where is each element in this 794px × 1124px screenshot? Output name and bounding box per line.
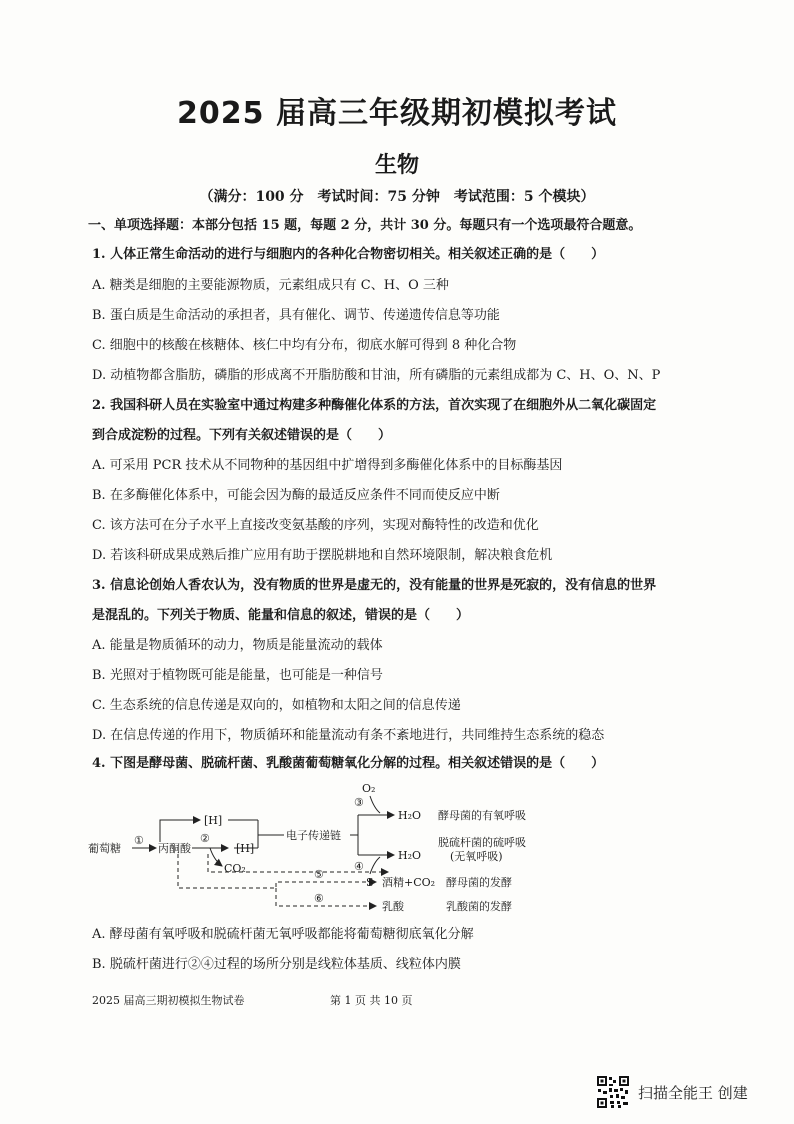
footer-title: 2025 届高三期初模拟生物试卷 — [92, 994, 245, 1007]
step-4-label: ④ — [354, 860, 364, 873]
exam-meta: （满分：100 分 考试时间：75 分钟 考试范围：5 个模块） — [199, 189, 595, 205]
step-2-label: ② — [200, 832, 210, 845]
sulfur-respiration-label: 脱硫杆菌的硫呼吸 — [438, 836, 526, 849]
question-2-stem-line2: 到合成淀粉的过程。下列有关叙述错误的是（ ） — [92, 428, 392, 443]
yeast-aerobic-label: 酵母菌的有氧呼吸 — [438, 809, 526, 822]
question-3-stem-line2: 是混乱的。下列关于物质、能量和信息的叙述，错误的是（ ） — [92, 608, 470, 623]
step-3-label: ③ — [354, 796, 364, 809]
question-2-option-c: C. 该方法可在分子水平上直接改变氨基酸的序列，实现对酶特性的改造和优化 — [92, 518, 539, 533]
question-2-option-a: A. 可采用 PCR 技术从不同物种的基因组中扩增得到多酶催化体系中的目标酶基因 — [92, 458, 563, 473]
footer-page-number: 第 1 页 共 10 页 — [330, 994, 413, 1007]
question-2-option-b: B. 在多酶催化体系中，可能会因为酶的最适反应条件不同而使反应中断 — [92, 488, 500, 503]
o2-label: O₂ — [362, 782, 376, 795]
section-heading: 一、单项选择题：本部分包括 15 题，每题 2 分，共计 30 分。每题只有一个选项最符合题意。 — [88, 218, 642, 233]
h-top-label: [H] — [204, 814, 223, 827]
question-2-stem-line1: 2. 我国科研人员在实验室中通过构建多种酶催化体系的方法，首次实现了在细胞外从二氧化碳固定 — [92, 398, 657, 413]
qr-code-icon — [596, 1075, 630, 1109]
question-3-option-a: A. 能量是物质循环的动力，物质是能量流动的载体 — [92, 638, 383, 653]
question-2-option-d: D. 若该科研成果成熟后推广应用有助于摆脱耕地和自然环境限制，解决粮食危机 — [92, 548, 553, 563]
ethanol-label: 酒精+CO₂ — [382, 876, 436, 889]
h-mid-label: [H] — [236, 842, 255, 855]
lactic-label: 乳酸 — [382, 900, 404, 913]
exam-title: 2025 届高三年级期初模拟考试 — [177, 96, 617, 131]
anaerobic-note-label: (无氧呼吸) — [450, 850, 503, 863]
question-1-option-d: D. 动植物都含脂肪，磷脂的形成离不开脂肪酸和甘油，所有磷脂的元素组成都为 C、H、O、N、P — [92, 368, 661, 383]
question-1-option-b: B. 蛋白质是生命活动的承担者，具有催化、调节、传递遗传信息等功能 — [92, 308, 500, 323]
step-5-label: ⑤ — [314, 868, 324, 881]
h2o-top-label: H₂O — [398, 809, 422, 822]
s-label: S — [366, 876, 374, 889]
scanner-watermark-text: 扫描全能王 创建 — [638, 1083, 748, 1102]
scanner-watermark — [596, 1074, 748, 1110]
lactic-ferment-label: 乳酸菌的发酵 — [446, 900, 512, 913]
yeast-ferment-label: 酵母菌的发酵 — [446, 876, 512, 889]
question-3-option-d: D. 在信息传递的作用下，物质循环和能量流动有条不紊地进行，共同维持生态系统的稳态 — [92, 728, 605, 743]
h2s-label: H₂O — [398, 849, 422, 862]
co2-label: CO₂ — [224, 862, 246, 875]
question-4-option-b: B. 脱硫杆菌进行②④过程的场所分别是线粒体基质、线粒体内膜 — [92, 957, 461, 972]
question-3-option-b: B. 光照对于植物既可能是能量，也可能是一种信号 — [92, 668, 383, 683]
question-1-stem: 1. 人体正常生命活动的进行与细胞内的各种化合物密切相关。相关叙述正确的是（ ） — [92, 247, 605, 262]
subject-title: 生物 — [374, 153, 419, 178]
question-1-option-a: A. 糖类是细胞的主要能源物质，元素组成只有 C、H、O 三种 — [92, 278, 449, 293]
step-6-label: ⑥ — [314, 892, 324, 905]
glucose-label: 葡萄糖 — [88, 842, 121, 855]
question-4-option-a: A. 酵母菌有氧呼吸和脱硫杆菌无氧呼吸都能将葡萄糖彻底氧化分解 — [92, 927, 474, 942]
step-1-label: ① — [134, 834, 144, 847]
question-1-option-c: C. 细胞中的核酸在核糖体、核仁中均有分布，彻底水解可得到 8 种化合物 — [92, 338, 517, 353]
respiration-diagram — [88, 780, 548, 920]
question-4-stem: 4. 下图是酵母菌、脱硫杆菌、乳酸菌葡萄糖氧化分解的过程。相关叙述错误的是（ ） — [92, 756, 605, 771]
etc-label: 电子传递链 — [286, 829, 341, 842]
question-3-stem-line1: 3. 信息论创始人香农认为，没有物质的世界是虚无的，没有能量的世界是死寂的，没有信息的世界 — [92, 578, 657, 593]
question-3-option-c: C. 生态系统的信息传递是双向的，如植物和太阳之间的信息传递 — [92, 698, 461, 713]
pyruvate-label: 丙酮酸 — [158, 842, 191, 855]
